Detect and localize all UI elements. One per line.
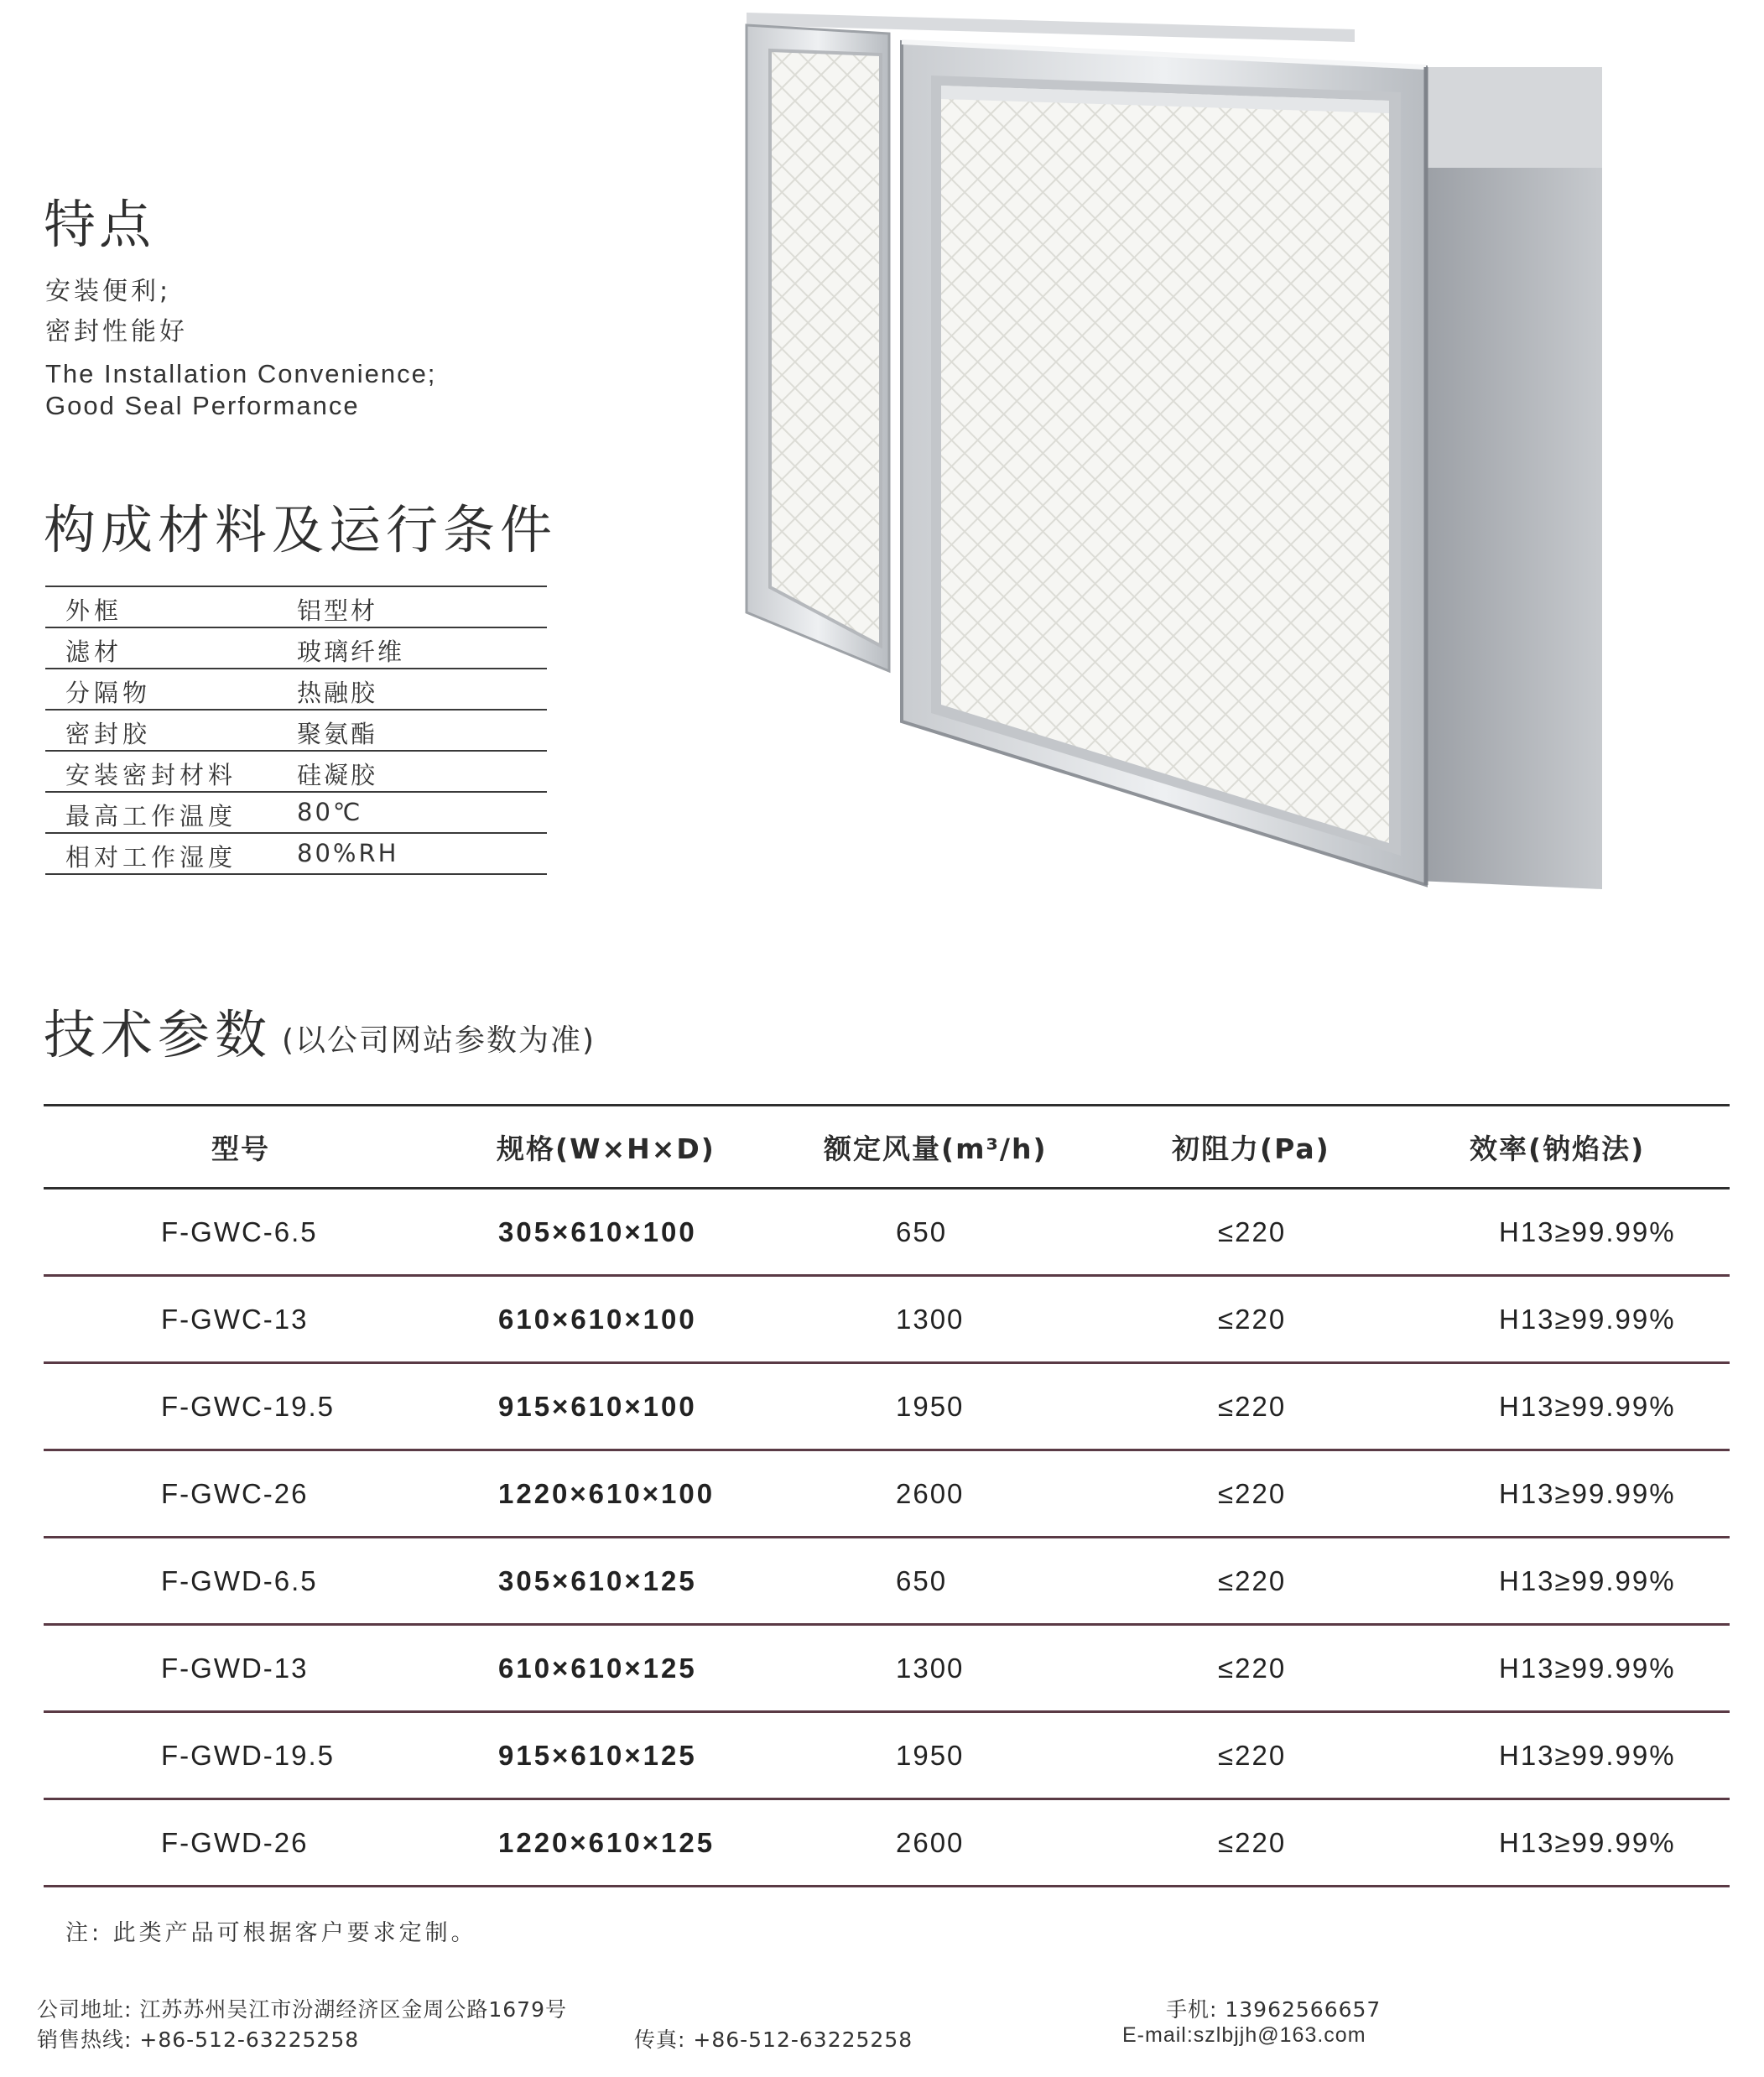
cell-efficiency: H13≥99.99%: [1499, 1564, 1676, 1596]
materials-row: [45, 586, 547, 628]
materials-row: [45, 628, 547, 669]
materials-value: 玻璃纤维: [297, 638, 405, 666]
materials-value: 铝型材: [297, 596, 378, 625]
cell-model: F-GWD-13: [161, 1652, 309, 1684]
cell-model: F-GWD-6.5: [161, 1564, 318, 1596]
materials-title: 构成材料及运行条件: [44, 499, 558, 560]
cell-size: 305×610×125: [498, 1564, 697, 1596]
cell-resistance: ≤220: [1218, 1564, 1287, 1596]
materials-label: 密封胶: [65, 720, 152, 748]
cell-size: 915×610×125: [498, 1739, 697, 1771]
cell-efficiency: H13≥99.99%: [1499, 1390, 1676, 1422]
fax-number: 传真: +86-512-63225258: [634, 2028, 913, 2052]
table-row: [44, 1713, 1730, 1800]
cell-size: 1220×610×125: [498, 1826, 715, 1858]
materials-value: 热融胶: [297, 679, 378, 707]
cell-model: F-GWD-19.5: [161, 1739, 336, 1771]
cell-airflow: 2600: [896, 1826, 965, 1858]
header-size: 规格(W×H×D): [497, 1132, 715, 1165]
materials-label: 分隔物: [65, 679, 152, 707]
cell-efficiency: H13≥99.99%: [1499, 1826, 1676, 1858]
cell-model: F-GWC-13: [161, 1303, 309, 1335]
materials-label: 滤材: [65, 638, 123, 666]
materials-row: [45, 793, 547, 834]
spec-table-header: [44, 1104, 1730, 1189]
cell-size: 1220×610×100: [498, 1477, 715, 1509]
materials-row: [45, 834, 547, 875]
cell-airflow: 650: [896, 1564, 948, 1596]
cell-resistance: ≤220: [1218, 1477, 1287, 1509]
cell-efficiency: H13≥99.99%: [1499, 1652, 1676, 1684]
features-en-line-1: The Installation Convenience;: [45, 359, 437, 388]
table-row: [44, 1189, 1730, 1277]
cell-resistance: ≤220: [1218, 1652, 1287, 1684]
cell-resistance: ≤220: [1218, 1215, 1287, 1247]
features-cn-line-1: 安装便利;: [45, 277, 172, 306]
materials-label: 相对工作湿度: [65, 843, 237, 872]
header-airflow: 额定风量(m³/h): [824, 1132, 1048, 1165]
cell-airflow: 650: [896, 1215, 948, 1247]
materials-value: 80%RH: [297, 839, 399, 867]
cell-airflow: 1950: [896, 1390, 965, 1422]
cell-size: 610×610×100: [498, 1303, 697, 1335]
cell-model: F-GWC-19.5: [161, 1390, 336, 1422]
header-efficiency: 效率(钠焰法): [1470, 1132, 1646, 1165]
materials-label: 外框: [65, 596, 123, 625]
materials-value: 硅凝胶: [297, 761, 378, 789]
cell-size: 915×610×100: [498, 1390, 697, 1422]
spec-table: [44, 1104, 1730, 1887]
cell-efficiency: H13≥99.99%: [1499, 1739, 1676, 1771]
cell-size: 610×610×125: [498, 1652, 697, 1684]
spec-title: 技术参数: [44, 1004, 273, 1065]
materials-row: [45, 711, 547, 752]
features-cn-line-2: 密封性能好: [45, 317, 188, 346]
sales-hotline: 销售热线: +86-512-63225258: [37, 2028, 360, 2052]
filter-product-image: [730, 8, 1610, 948]
features-en-line-2: Good Seal Performance: [45, 391, 360, 420]
cell-resistance: ≤220: [1218, 1739, 1287, 1771]
table-row: [44, 1451, 1730, 1538]
table-row: [44, 1626, 1730, 1713]
materials-row: [45, 752, 547, 793]
spec-note: (以公司网站参数为准): [282, 1023, 596, 1058]
cell-resistance: ≤220: [1218, 1390, 1287, 1422]
materials-label: 最高工作温度: [65, 802, 237, 830]
cell-size: 305×610×100: [498, 1215, 697, 1247]
cell-airflow: 1950: [896, 1739, 965, 1771]
cell-efficiency: H13≥99.99%: [1499, 1215, 1676, 1247]
features-title: 特点: [44, 194, 155, 255]
footnote: 注: 此类产品可根据客户要求定制。: [65, 1920, 477, 1946]
materials-row: [45, 669, 547, 711]
materials-value: 聚氨酯: [297, 720, 378, 748]
table-row: [44, 1277, 1730, 1364]
cell-efficiency: H13≥99.99%: [1499, 1477, 1676, 1509]
cell-airflow: 1300: [896, 1303, 965, 1335]
cell-airflow: 2600: [896, 1477, 965, 1509]
header-resistance: 初阻力(Pa): [1172, 1132, 1330, 1165]
table-row: [44, 1364, 1730, 1451]
cell-model: F-GWC-26: [161, 1477, 309, 1509]
cell-resistance: ≤220: [1218, 1826, 1287, 1858]
cell-resistance: ≤220: [1218, 1303, 1287, 1335]
materials-value: 80℃: [297, 798, 363, 826]
table-row: [44, 1800, 1730, 1887]
cell-efficiency: H13≥99.99%: [1499, 1303, 1676, 1335]
email-address: E-mail:szlbjjh@163.com: [1122, 2023, 1366, 2047]
company-address: 公司地址: 江苏苏州吴江市汾湖经济区金周公路1679号: [37, 1997, 567, 2022]
materials-label: 安装密封材料: [65, 761, 237, 789]
cell-model: F-GWC-6.5: [161, 1215, 318, 1247]
header-model: 型号: [211, 1132, 270, 1165]
cell-airflow: 1300: [896, 1652, 965, 1684]
table-row: [44, 1538, 1730, 1626]
cell-model: F-GWD-26: [161, 1826, 309, 1858]
materials-table: [45, 586, 547, 875]
mobile-number: 手机: 13962566657: [1166, 1997, 1382, 2022]
